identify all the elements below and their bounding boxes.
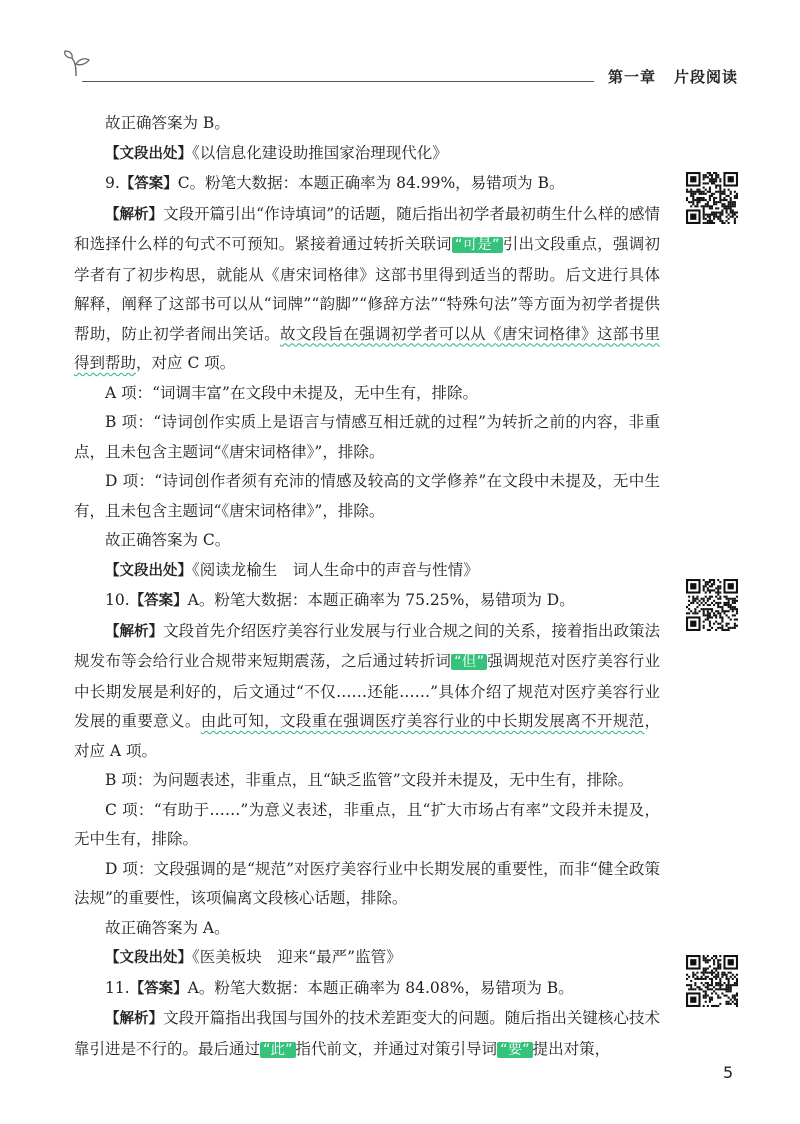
paragraph-text: 文段开篇引出“作诗填词”的话题，随后指出初学者最初萌生什么样的感情和选择什么样的句式不可预知。紧接着通过转折关联词 [74, 204, 660, 253]
paragraph [74, 796, 660, 855]
qr-code-icon[interactable] [686, 955, 738, 1007]
paragraph [74, 766, 660, 796]
answer-tag: 【答案】 [129, 593, 188, 609]
answer-tag: 【答案】 [119, 176, 178, 192]
paragraph-text: 指代前文，并通过对策引导词 [295, 1039, 498, 1058]
highlighted-keyword: “可是” [452, 237, 503, 253]
source-title: 《医美板块 迎来“最严”监管》 [192, 948, 402, 966]
answer-text: A。粉笔大数据：本题正确率为 75.25%，易错项为 D。 [187, 591, 575, 609]
paragraph [74, 200, 660, 379]
chapter-heading [608, 66, 738, 87]
paragraph [74, 139, 660, 170]
paragraph [74, 109, 660, 139]
qr-code-icon[interactable] [686, 579, 738, 631]
paragraph [74, 379, 660, 409]
source-title: 《以信息化建设助推国家治理现代化》 [192, 143, 448, 162]
source-title: 《阅读龙榆生 词人生命中的声音与性情》 [192, 560, 479, 579]
analysis-tag: 【解析】 [105, 1011, 164, 1027]
paragraph [74, 467, 660, 526]
paragraph [74, 943, 660, 974]
section-label: 片段阅读 [674, 68, 739, 86]
answer-text: A。粉笔大数据：本题正确率为 84.08%，易错项为 B。 [187, 978, 574, 997]
analysis-tag: 【解析】 [105, 623, 164, 640]
paragraph-text: C 项：“有助于……”为意义表述，非重点，且“扩大市场占有率”文段并未提及，无中生有，排除。 [74, 800, 660, 848]
paragraph-text: ，对应 C 项。 [136, 354, 236, 372]
header-rule [82, 81, 594, 82]
answer-text: C。粉笔大数据：本题正确率为 84.99%，易错项为 B。 [177, 174, 565, 192]
source-tag: 【文段出处】 [105, 562, 192, 579]
paragraph-text: B 项：“诗词创作实质上是语言与情感互相迁就的过程”为转折之前的内容，非重点，且未包含主题词“《唐宋词格律》”，排除。 [74, 413, 660, 461]
paragraph-text: D 项：文段强调的是“规范”对医疗美容行业中长期发展的重要性，而非“健全政策法规”的重要性，该项偏离文段核心话题，排除。 [74, 859, 660, 907]
paragraph [74, 526, 660, 556]
question-number: 11. [105, 978, 130, 997]
paragraph-text: 文段首先介绍医疗美容行业发展与行业合规之间的关系，接着指出政策法规发布等会给行业合规带来短期震荡，之后通过转折词 [74, 621, 660, 670]
highlighted-keyword: “但” [451, 654, 487, 670]
paragraph [74, 855, 660, 914]
source-tag: 【文段出处】 [105, 145, 192, 162]
paragraph-text: 提出对策， [532, 1039, 611, 1058]
answer-tag: 【答案】 [129, 980, 188, 997]
page-number: 5 [723, 1063, 734, 1082]
paragraph-text: 故正确答案为 C。 [105, 531, 231, 549]
paragraph [74, 586, 660, 617]
paragraph-text: D 项：“诗词创作者须有充沛的情感及较高的文学修养”在文段中未提及，无中生有，且未包含主题词“《唐宋词格律》”，排除。 [74, 472, 660, 520]
paragraph-text: A 项：“词调丰富”在文段中未提及，无中生有，排除。 [105, 383, 478, 402]
paragraph-text: 文段开篇指出我国与国外的技术差距变大的问题。随后指出关键核心技术靠引进是不行的。最后通过 [74, 1009, 660, 1058]
paragraph [74, 1004, 660, 1065]
question-number: 10. [105, 591, 130, 609]
paragraph-text: 故正确答案为 A。 [105, 918, 230, 937]
chapter-label: 第一章 [608, 68, 657, 86]
highlighted-keyword: “要” [497, 1042, 533, 1058]
page-header [0, 0, 800, 100]
paragraph [74, 914, 660, 944]
key-sentence: 故文段旨在强调初学者可以从《唐宋词格律》这部书里得到帮助 [74, 324, 660, 372]
paragraph-text: B 项：为问题表述，非重点，且“缺乏监管”文段并未提及，无中生有，排除。 [105, 771, 634, 789]
question-number: 9. [105, 174, 120, 192]
paragraph [74, 617, 660, 767]
paragraph-text: 故正确答案为 B。 [105, 114, 230, 132]
paragraph [74, 169, 660, 200]
qr-code-icon[interactable] [686, 172, 738, 224]
key-sentence: 由此可知，文段重在强调医疗美容行业的中长期发展离不开规范 [200, 712, 645, 730]
paragraph-text: 引出文段重点，强调初学者有了初步构思，就能从《唐宋词格律》这部书里得到适当的帮助。后文进行具体解释，阐释了这部书可以从“词牌”“韵脚”“修辞方法”“特殊句法”等方面为初学者提供帮助，防止初学者闹出笑话。 [74, 235, 660, 343]
paragraph [74, 408, 660, 467]
paragraph [74, 974, 660, 1005]
paragraph-text: ，对应 A 项。 [74, 712, 660, 760]
leaf-icon [62, 50, 96, 78]
highlighted-keyword: “此” [260, 1042, 296, 1058]
paragraph [74, 556, 660, 587]
analysis-tag: 【解析】 [105, 206, 164, 223]
source-tag: 【文段出处】 [105, 950, 192, 966]
page-body [74, 109, 660, 1065]
paragraph-text: 强调规范对医疗美容行业中长期发展是利好的，后文通过“不仅……还能……”具体介绍了规范对医疗美容行业发展的重要意义。 [74, 652, 660, 730]
